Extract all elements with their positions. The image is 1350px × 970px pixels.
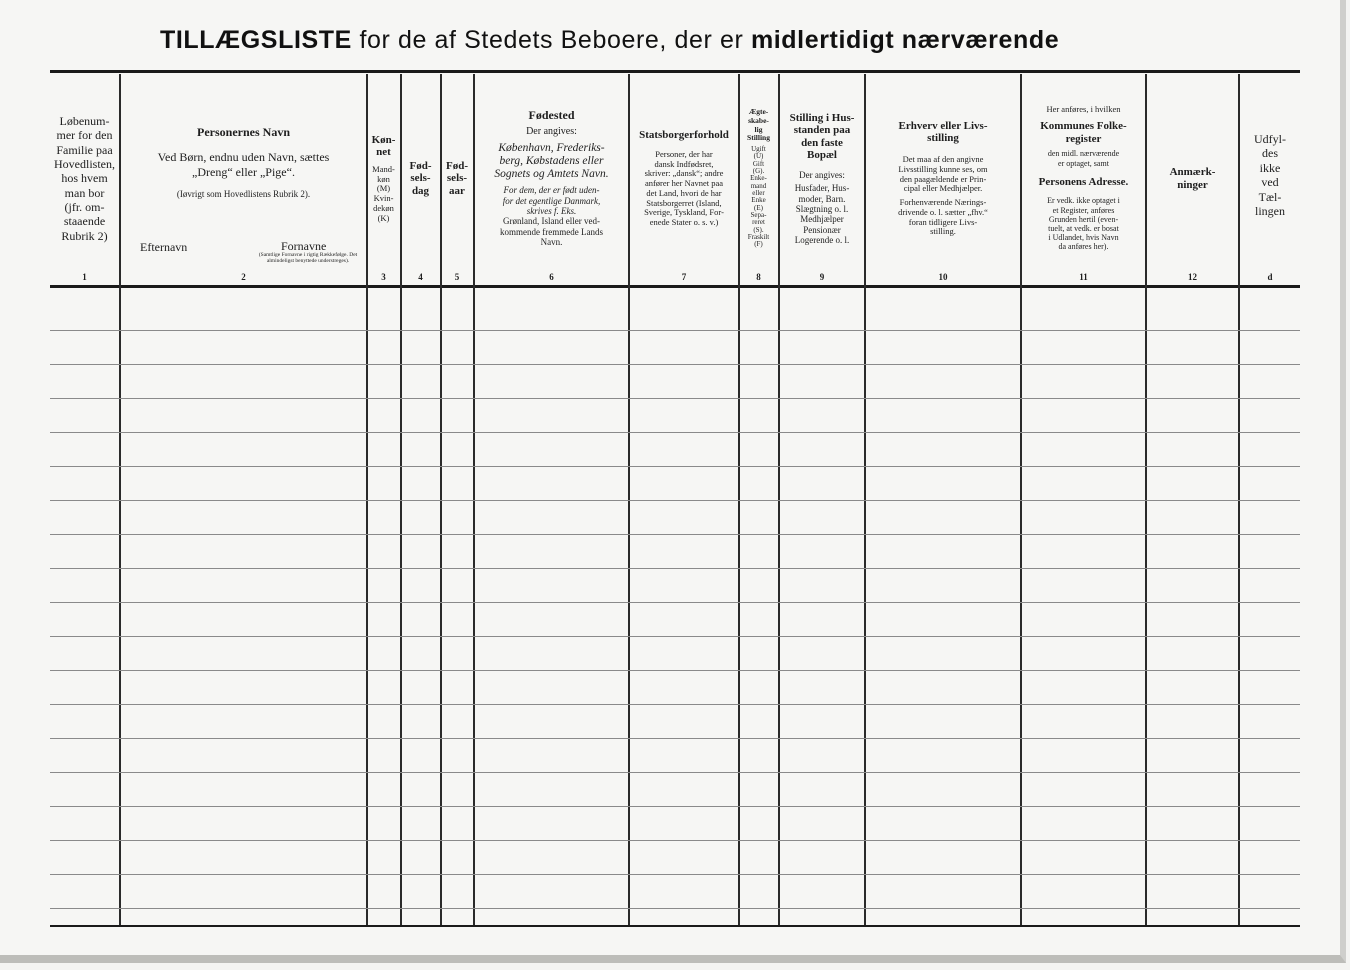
col-number-4: 4 <box>418 272 423 282</box>
header-col-8 <box>739 76 778 281</box>
col-2-note: (Iøvrigt som Hovedlistens Rubrik 2). <box>176 188 311 199</box>
col-6-title: Fødested <box>528 108 575 123</box>
table-row <box>50 874 1300 875</box>
table-row <box>50 908 1300 909</box>
col-number-3: 3 <box>381 272 386 282</box>
col-10-line2: Forhenværende Nærings- drivende o. l. sætter „fhv.“ foran tidligere Livs- stilling. <box>898 197 988 237</box>
col-number-7: 7 <box>681 272 687 282</box>
header-col-3 <box>367 76 400 281</box>
header-col-9 <box>780 76 864 281</box>
col-3-title: Køn- net <box>371 133 396 159</box>
header-top-rule <box>50 70 1300 73</box>
table-row <box>50 806 1300 807</box>
col-12-title: Anmærk- ninger <box>1169 165 1216 191</box>
table-row <box>50 670 1300 671</box>
col-number-5: 5 <box>454 272 460 282</box>
table-row <box>50 330 1300 331</box>
page-title: TILLÆGSLISTE for de af Stedets Beboere, der er midlertidigt nærværende <box>160 26 1060 54</box>
col-number-9: 9 <box>819 272 825 282</box>
col-9-line2: Husfader, Hus- moder, Barn. Slægtning o. l. Medhjælper Pensionær Logerende o. l. <box>794 183 850 246</box>
col-3-text: Mand- køn (M) Kvin- dekøn (K) <box>372 163 395 223</box>
col-11-line2: Er vedk. ikke optaget i et Register, anføres Grunden hertil (even- tuelt, at vedk. er bosat i Udlandet, hvis Navn da anføres her). <box>1047 196 1120 252</box>
table-row <box>50 704 1300 705</box>
header-col-11 <box>1022 76 1145 281</box>
header-col-6 <box>475 76 628 281</box>
col-2-efternavn: Efternavn <box>140 240 188 254</box>
col-number-11: 11 <box>1079 272 1088 282</box>
header-col-1 <box>50 76 119 281</box>
col-number-12: 12 <box>1188 272 1197 282</box>
col-7-title: Statsborgerforhold <box>639 129 729 142</box>
table-row <box>50 364 1300 365</box>
table-row <box>50 432 1300 433</box>
col-11-title2: Personens Adresse. <box>1038 175 1129 188</box>
col-11-line0: Her anføres, i hvilken <box>1046 104 1121 115</box>
col-2-fornavne-note: (Samtlige Fornavne i rigtig Rækkefølge. Det almindeligst benyttede understreges). <box>258 252 358 264</box>
col-number-2: 2 <box>241 272 246 282</box>
col-number-10: 10 <box>938 272 948 282</box>
col-2-title: Personernes Navn <box>197 125 290 139</box>
col-7-text: Personer, der har dansk Indfødsret, skriver: „dansk“; andre anfører her Navnet paa det Land, hvori de har Statsborgerret (Island, Sverige, Tyskland, For- enede Stater o. s. v.) <box>644 148 724 228</box>
col-6-line4: Grønland, Island eller ved- kommende fremmede Lands Navn. <box>500 216 603 248</box>
col-11-line1: den midl. nærværende er optaget, samt <box>1047 149 1120 168</box>
col-6-line3: For dem, der er født uden- for det egentlige Danmark, skrives f. Eks. <box>502 185 601 217</box>
table-row <box>50 636 1300 637</box>
table-row <box>50 398 1300 399</box>
col-2-fornavne: Fornavne <box>281 239 327 253</box>
col-10-title: Erhverv eller Livs- stilling <box>898 119 988 145</box>
col-2-line2: „Dreng“ eller „Pige“. <box>192 165 295 180</box>
col-8-title: Ægte- skabe- lig Stilling <box>747 107 770 143</box>
header-col-d <box>1240 76 1300 282</box>
header-col-4 <box>401 76 440 281</box>
col-number-6: 6 <box>549 272 554 282</box>
table-row <box>50 738 1300 739</box>
col-9-title: Stilling i Hus- standen paa den faste Bopæl <box>789 111 855 162</box>
header-col-7 <box>630 76 738 281</box>
col-4-title: Fød- sels- dag <box>409 159 432 197</box>
col-9-line1: Der angives: <box>799 170 845 181</box>
header-col-5 <box>441 76 473 281</box>
col-6-line1: Der angives: <box>526 126 577 138</box>
table-bottom-rule <box>50 925 1300 927</box>
table-row <box>50 602 1300 603</box>
col-11-title: Kommunes Folke- register <box>1040 120 1127 145</box>
col-8-text: Ugift (U) Gift (G). Enke- mand eller Enke (E) Sepa- reret (S). Fraskilt (F) <box>747 144 770 249</box>
table-row <box>50 568 1300 569</box>
table-row <box>50 534 1300 535</box>
table-row <box>50 500 1300 501</box>
col-d-text: Udfyl- des ikke ved Tæl- lingen <box>1254 132 1286 218</box>
table-row <box>50 840 1300 841</box>
col-number-1: 1 <box>82 272 87 282</box>
col-5-title: Fød- sels- aar <box>446 159 468 197</box>
header-col-12 <box>1147 76 1238 281</box>
header-col-10 <box>866 76 1020 281</box>
col-6-line2: København, Frederiks- berg, Købstadens eller Sognets og Amtets Navn. <box>494 141 609 181</box>
table-row <box>50 466 1300 467</box>
col-1-label: Løbenum- mer for den Familie paa Hovedlisten, hos hvem man bor (jfr. om- staaende Rubrik 2) <box>54 113 115 243</box>
col-number-d: d <box>1267 272 1273 282</box>
col-number-8: 8 <box>756 272 761 282</box>
table-row <box>50 772 1300 773</box>
col-2-line1: Ved Børn, endnu uden Navn, sættes <box>157 149 330 164</box>
col-10-line1: Det maa af den angivne Livsstilling kunne ses, om den paagældende er Prin- cipal eller Medhjælper. <box>898 154 988 194</box>
